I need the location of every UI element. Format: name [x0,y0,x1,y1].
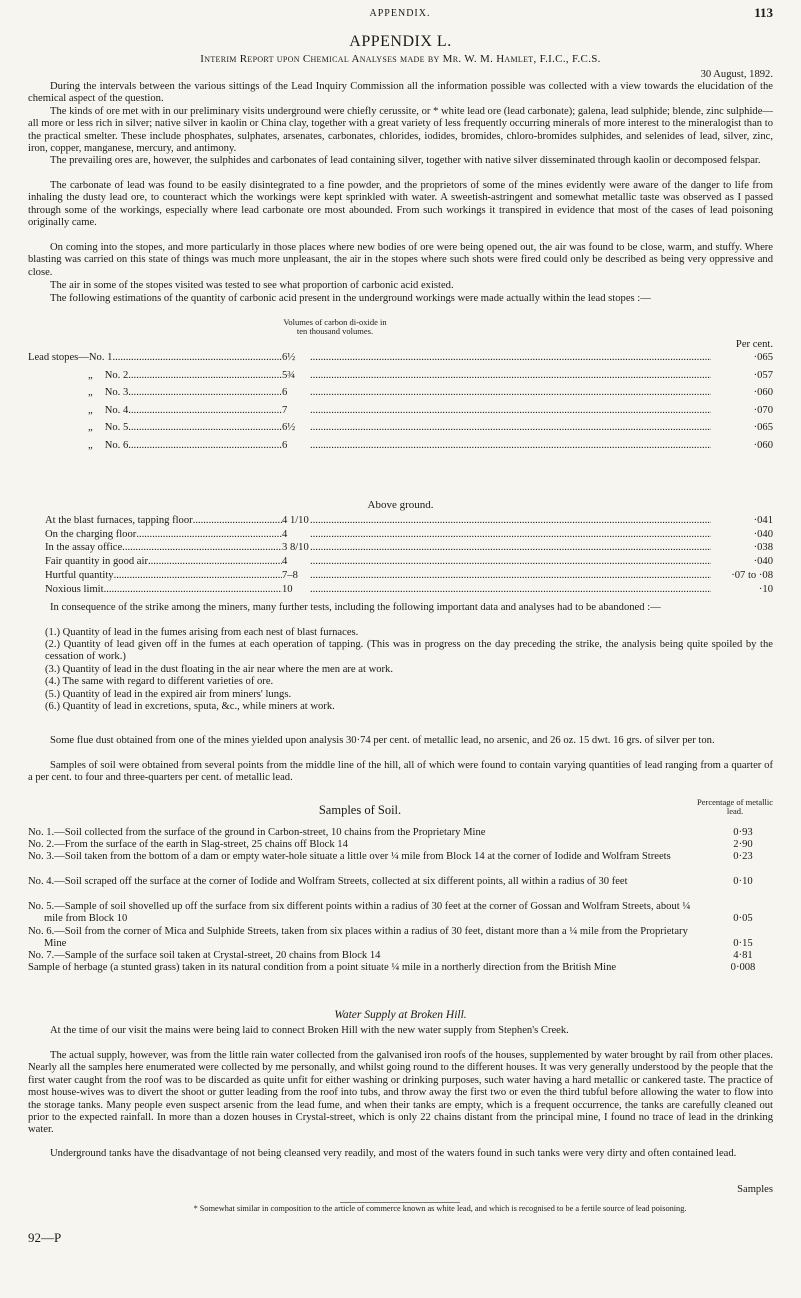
catchword: Samples [737,1184,773,1195]
row-label: No. 4 [104,404,129,416]
percent-value: ·065 [753,352,773,363]
percent-value: ·040 [753,528,773,540]
percent-value: ·07 to ·08 [731,569,773,581]
leader-dots [114,570,282,582]
appendix-title: APPENDIX L. [349,33,452,50]
paragraph: At the time of our visit the mains were being laid to connect Broken Hill with the new water supply from Stephen's Creek. [50,1025,569,1036]
soil-sample-description: No. 2.—From the surface of the earth in Slag-street, 25 chains off Block 14 [28,839,348,850]
percent-value: ·041 [753,515,773,526]
soil-sample-description: No. 3.—Soil taken from the bottom of a dam or empty water-hole situate a little over ¼ mile from Block 14 at the corner of Iodide and Wolfram Streets [28,851,671,862]
soil-sample-row [28,839,773,851]
leader-dots [122,542,282,554]
volume-value: 6 [282,387,288,399]
soil-sample-row [28,950,773,962]
leader-dots [128,422,282,434]
lead-percentage: 0·008 [730,962,756,973]
leader-dots [112,352,282,364]
row-label: Hurtful quantity [45,569,114,581]
list-item: (6.) Quantity of lead in excretions, sputa, &c., while miners at work. [45,701,335,712]
stope-row [28,352,773,364]
soil-percent-header: Percentage of metallic lead. [697,797,773,816]
leader-dots [128,387,282,399]
percent-value: ·038 [753,542,773,554]
paragraph: Underground tanks have the disadvantage of not being cleansed very readily, and most of the waters found in such tanks were very dirty and often contained lead. [50,1148,737,1159]
signature-mark: 92—P [28,1230,62,1245]
row-label: No. 6 [104,440,129,451]
leader-dots [310,584,711,596]
list-item: (1.) Quantity of lead in the fumes arising from each nest of blast furnaces. [45,627,359,638]
paragraph: The kinds of ore met with in our preliminary visits underground were chiefly cerussite, or * white lead ore (lead carbonate); galena, lead sulphide; blende, zinc sulphide—all more or less rich in silver; native silver in kaolin or China clay, together with a great variety of less frequently occurring minerals of more interest to the mineralogist than to the practical smelter. These include phosphates, sulphates, arsenates, carbonates, chlorides, iodides, bromides, chloro-bromides sulphides, and selenides of lead, silver, zinc, iron, copper, manganese, mercury, and antimony. [28,106,773,155]
label-cell [45,529,282,541]
volumes-column-header: Volumes of carbon di-oxide in ten thousand volumes. [283,317,387,336]
lead-percentage: 4·81 [733,950,753,961]
soil-sample-description: No. 1.—Soil collected from the surface of the ground in Carbon-street, 10 chains from the Proprietary Mine [28,827,486,838]
above-ground-row [45,556,773,568]
stope-row [28,422,773,434]
percent-value: ·070 [753,404,773,416]
list-item: (3.) Quantity of lead in the dust floating in the air near where the men are at work. [45,664,394,675]
leader-dots [310,570,711,582]
leader-dots [104,584,282,596]
paragraph: The carbonate of lead was found to be easily disintegrated to a fine powder, and the proprietors of some of the mines evidently were aware of the danger to life from inhaling the dusty lead ore, to counteract which the workings were kept sprinkled with water. A sweetish-astringent and somewhat metallic taste was observed as I passed through some of the workings, especially where lead carbonate ore most abounded. From such workings it transpired in evidence that most of the cases of lead poisoning originally came. [28,180,773,229]
stope-row [28,370,773,382]
stope-row [28,405,773,417]
ditto-mark: „ [88,387,93,399]
soil-sample-description: No. 4.—Soil scraped off the surface at the corner of Iodide and Wolfram Streets, collected at six different points, all within a radius of 30 feet [28,876,628,887]
report-date: 30 August, 1892. [700,69,773,80]
lead-percentage: 0·93 [733,827,753,838]
soil-sample-row [28,876,773,888]
list-item: (4.) The same with regard to different varieties of ore. [45,676,274,687]
running-title: APPENDIX. [369,8,431,19]
row-label: No. 3 [104,387,129,399]
soil-sample-row [28,926,773,951]
leader-dots [128,370,282,382]
leader-dots [310,529,711,541]
leader-dots [310,440,711,452]
above-ground-row [45,570,773,582]
volume-value: 5¾ [282,369,296,381]
percent-value: ·065 [753,422,773,434]
label-cell [45,570,282,582]
leader-dots [310,387,711,399]
volume-value: 6 [282,440,288,451]
volume-value: 6½ [282,422,296,434]
volume-value: 4 [282,528,288,540]
soil-sample-row [28,962,773,974]
soil-sample-row [28,827,773,839]
paragraph: The actual supply, however, was from the little rain water collected from the galvanised iron roofs of the houses, supplemented by water brought by rail from other places. Nearly all the samples here enumerated were collected by me personally, and whilst going round to the different houses. It was very generally understood by the people that the first water caught from the roof was to be discarded as quite unfit for either washing or drinking purposes, such water having a hard metallic or cankered taste. The practice of most house-wives was to divert the shoot or gutter leading from the roof into tubs, and throw away the first two or even the third tubful before allowing the water to flow into the storage tanks. Many people even suspect arsenic from the lead fume, and when their tanks are empty, which is a frequent occurrence, the tanks are carefully cleaned out prior to the expected rainfall. In more than a dozen houses in Crystal-street, which is only 22 chains distant from the principal mine, I found no trace of lead in the drinking water. [28,1050,773,1136]
soil-sample-description: No. 7.—Sample of the surface soil taken at Crystal-street, 20 chains from Block 14 [28,950,381,961]
above-ground-row [45,515,773,527]
volume-value: 4 [282,556,288,568]
volume-value: 7 [282,404,288,416]
label-cell [45,556,282,568]
paragraph: Samples of soil were obtained from several points from the middle line of the hill, all of which were found to contain varying quantities of lead ranging from a quarter of a per cent. to four and three-quarters per cent. of metallic lead. [28,760,773,784]
soil-sample-description: Sample of herbage (a stunted grass) taken in its natural condition from a point situate ¼ mile in a northerly direction from the British Mine [28,962,617,973]
label-cell [28,422,282,434]
leader-dots [310,422,711,434]
label-cell [28,440,282,452]
soil-sample-description: No. 5.—Sample of soil shovelled up off the surface from six different points within a radius of 30 feet at the corner of Gossan and Wolfram Streets, about ¼ mile from Block 10 [28,901,691,925]
row-label: At the blast furnaces, tapping floor [45,515,193,526]
row-label: Noxious limit [45,583,104,595]
label-cell [45,542,282,554]
leader-dots [136,529,282,541]
leader-dots [128,440,282,452]
soil-table-heading: Samples of Soil. [318,803,402,817]
lead-percentage: 0·23 [733,851,753,862]
paragraph: During the intervals between the various sittings of the Lead Inquiry Commission all the information possible was collected with a view towards the elucidation of the chemical aspect of the question. [28,81,773,105]
footnote-rule [340,1202,460,1203]
above-ground-row [45,529,773,541]
paragraph: Some flue dust obtained from one of the mines yielded upon analysis 30·74 per cent. of metallic lead, no arsenic, and 26 oz. 15 dwt. 16 grs. of silver per ton. [50,735,715,746]
volume-value: 4 1/10 [282,515,309,526]
row-label: On the charging floor [45,528,137,540]
ditto-mark: „ [88,440,93,451]
lead-percentage: 0·15 [733,938,753,950]
leader-dots [310,370,711,382]
row-label: No. 5 [104,422,129,434]
leader-dots [148,556,282,568]
report-subtitle: Interim Report upon Chemical Analyses made by Mr. W. M. Hamlet, F.I.C., F.C.S. [200,53,601,65]
percent-value: ·057 [753,369,773,381]
label-cell [28,352,282,364]
percent-value: ·060 [753,440,773,451]
leader-dots [310,556,711,568]
leader-dots [310,515,711,527]
lead-percentage: 0·10 [733,876,753,887]
volume-value: 10 [282,583,293,595]
row-label: Lead stopes—No. 1 [28,352,113,363]
list-item: (5.) Quantity of lead in the expired air from miners' lungs. [45,689,292,700]
footnote: * Somewhat similar in composition to the article of commerce known as white lead, and which is recognised to be a fertile source of lead poisoning. [193,1204,687,1213]
percent-column-header: Per cent. [735,339,773,350]
label-cell [28,387,282,399]
leader-dots [310,542,711,554]
volume-value: 6½ [282,352,296,363]
leader-dots [310,405,711,417]
paragraph: The prevailing ores are, however, the sulphides and carbonates of lead containing silver, together with native silver disseminated through kaolin or decomposed felspar. [50,155,761,166]
lead-percentage: 0·05 [733,913,753,925]
stope-row [28,440,773,452]
leader-dots [128,405,282,417]
row-label: In the assay office [45,542,123,554]
label-cell [45,584,282,596]
lead-percentage: 2·90 [733,839,753,850]
volume-value: 7–8 [282,569,298,581]
ditto-mark: „ [88,369,93,381]
label-cell [45,515,282,527]
label-cell [28,370,282,382]
soil-sample-description: No. 6.—Soil from the corner of Mica and Sulphide Streets, taken from six places within a radius of 30 feet, distant more than a ¼ mile from the Proprietary Mine [28,926,688,950]
percent-value: ·10 [758,583,773,595]
water-heading: Water Supply at Broken Hill. [334,1009,467,1021]
volume-value: 3 8/10 [282,542,309,554]
label-cell [28,405,282,417]
paragraph: The following estimations of the quantity of carbonic acid present in the underground workings were made actually within the lead stopes :— [50,293,651,304]
page-number: 113 [754,5,773,20]
leader-dots [310,352,711,364]
leader-dots [193,515,282,527]
soil-sample-row [28,851,773,863]
percent-value: ·040 [753,556,773,568]
row-label: Fair quantity in good air [45,556,148,568]
paragraph: The air in some of the stopes visited was tested to see what proportion of carbonic acid existed. [50,280,454,291]
paragraph: On coming into the stopes, and more particularly in those places where new bodies of ore were being opened out, the air was found to be close, warm, and stuffy. Where blasting was carried on this state of things was much more unpleasant, the air in the stopes where such shots were fired could only be described as being very oppressive and close. [28,242,773,278]
above-ground-heading: Above ground. [367,499,434,511]
paragraph: In consequence of the strike among the miners, many further tests, including the following important data and analyses had to be abandoned :— [50,602,661,613]
above-ground-row [45,542,773,554]
list-item: (2.) Quantity of lead given off in the fumes at each operation of tapping. (This was in progress on the day preceding the strike, the analysis being quite spoiled by the cessation of work.) [45,639,773,663]
row-label: No. 2 [104,369,129,381]
stope-row [28,387,773,399]
percent-value: ·060 [753,387,773,399]
ditto-mark: „ [88,404,93,416]
soil-sample-row [28,901,773,926]
ditto-mark: „ [88,422,93,434]
above-ground-row [45,584,773,596]
